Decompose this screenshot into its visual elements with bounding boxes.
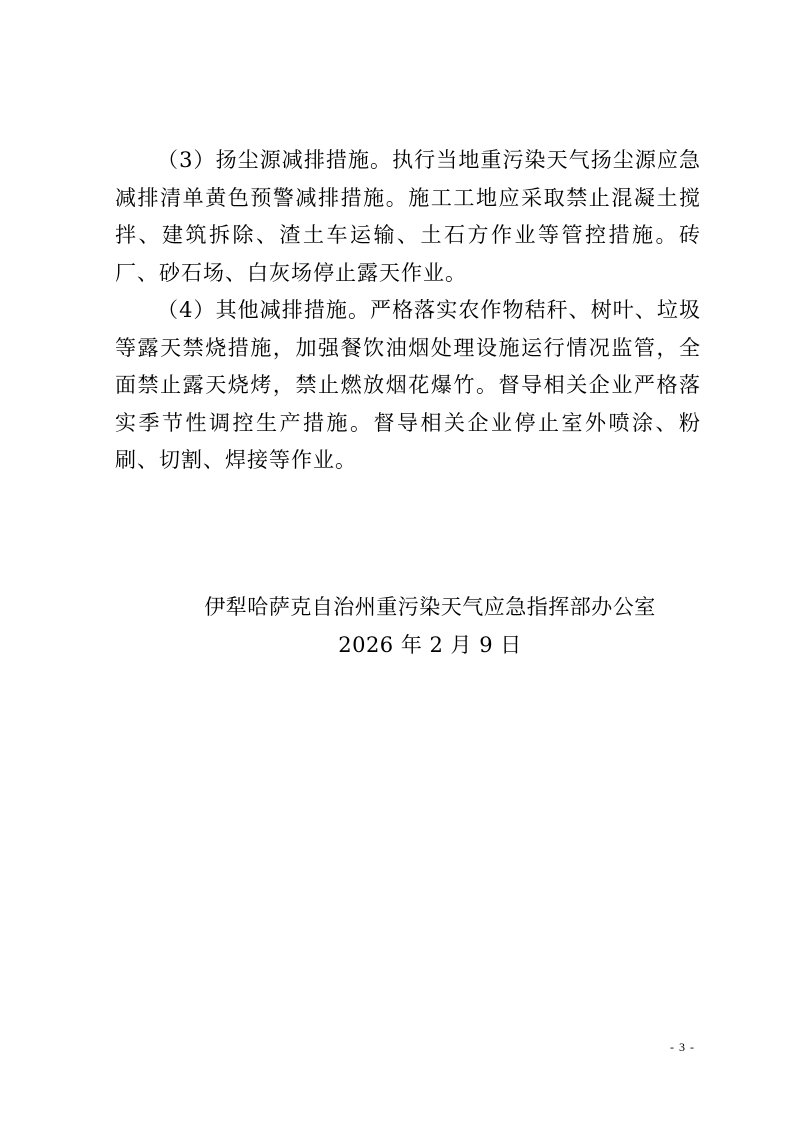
issue-date: 2026 年 2 月 9 日 [338,633,522,657]
issuing-organization: 伊犁哈萨克自治州重污染天气应急指挥部办公室 [204,595,656,619]
document-body [115,142,701,480]
paragraph-other-measures: （4）其他减排措施。严格落实农作物秸秆、树叶、垃圾等露天禁烧措施，加强餐饮油烟处理设施运行情况监管，全面禁止露天烧烤，禁止燃放烟花爆竹。督导相关企业严格落实季节性调控生产措施。督导相关企业停止室外喷涂、粉刷、切割、焊接等作业。 [115,298,701,472]
paragraph-dust-source-measures: （3）扬尘源减排措施。执行当地重污染天气扬尘源应急减排清单黄色预警减排措施。施工工地应采取禁止混凝土搅拌、建筑拆除、渣土车运输、土石方作业等管控措施。砖厂、砂石场、白灰场停止露天作业。 [115,148,701,285]
page-number: - 3 - [670,1040,695,1054]
signature-block [180,588,680,664]
